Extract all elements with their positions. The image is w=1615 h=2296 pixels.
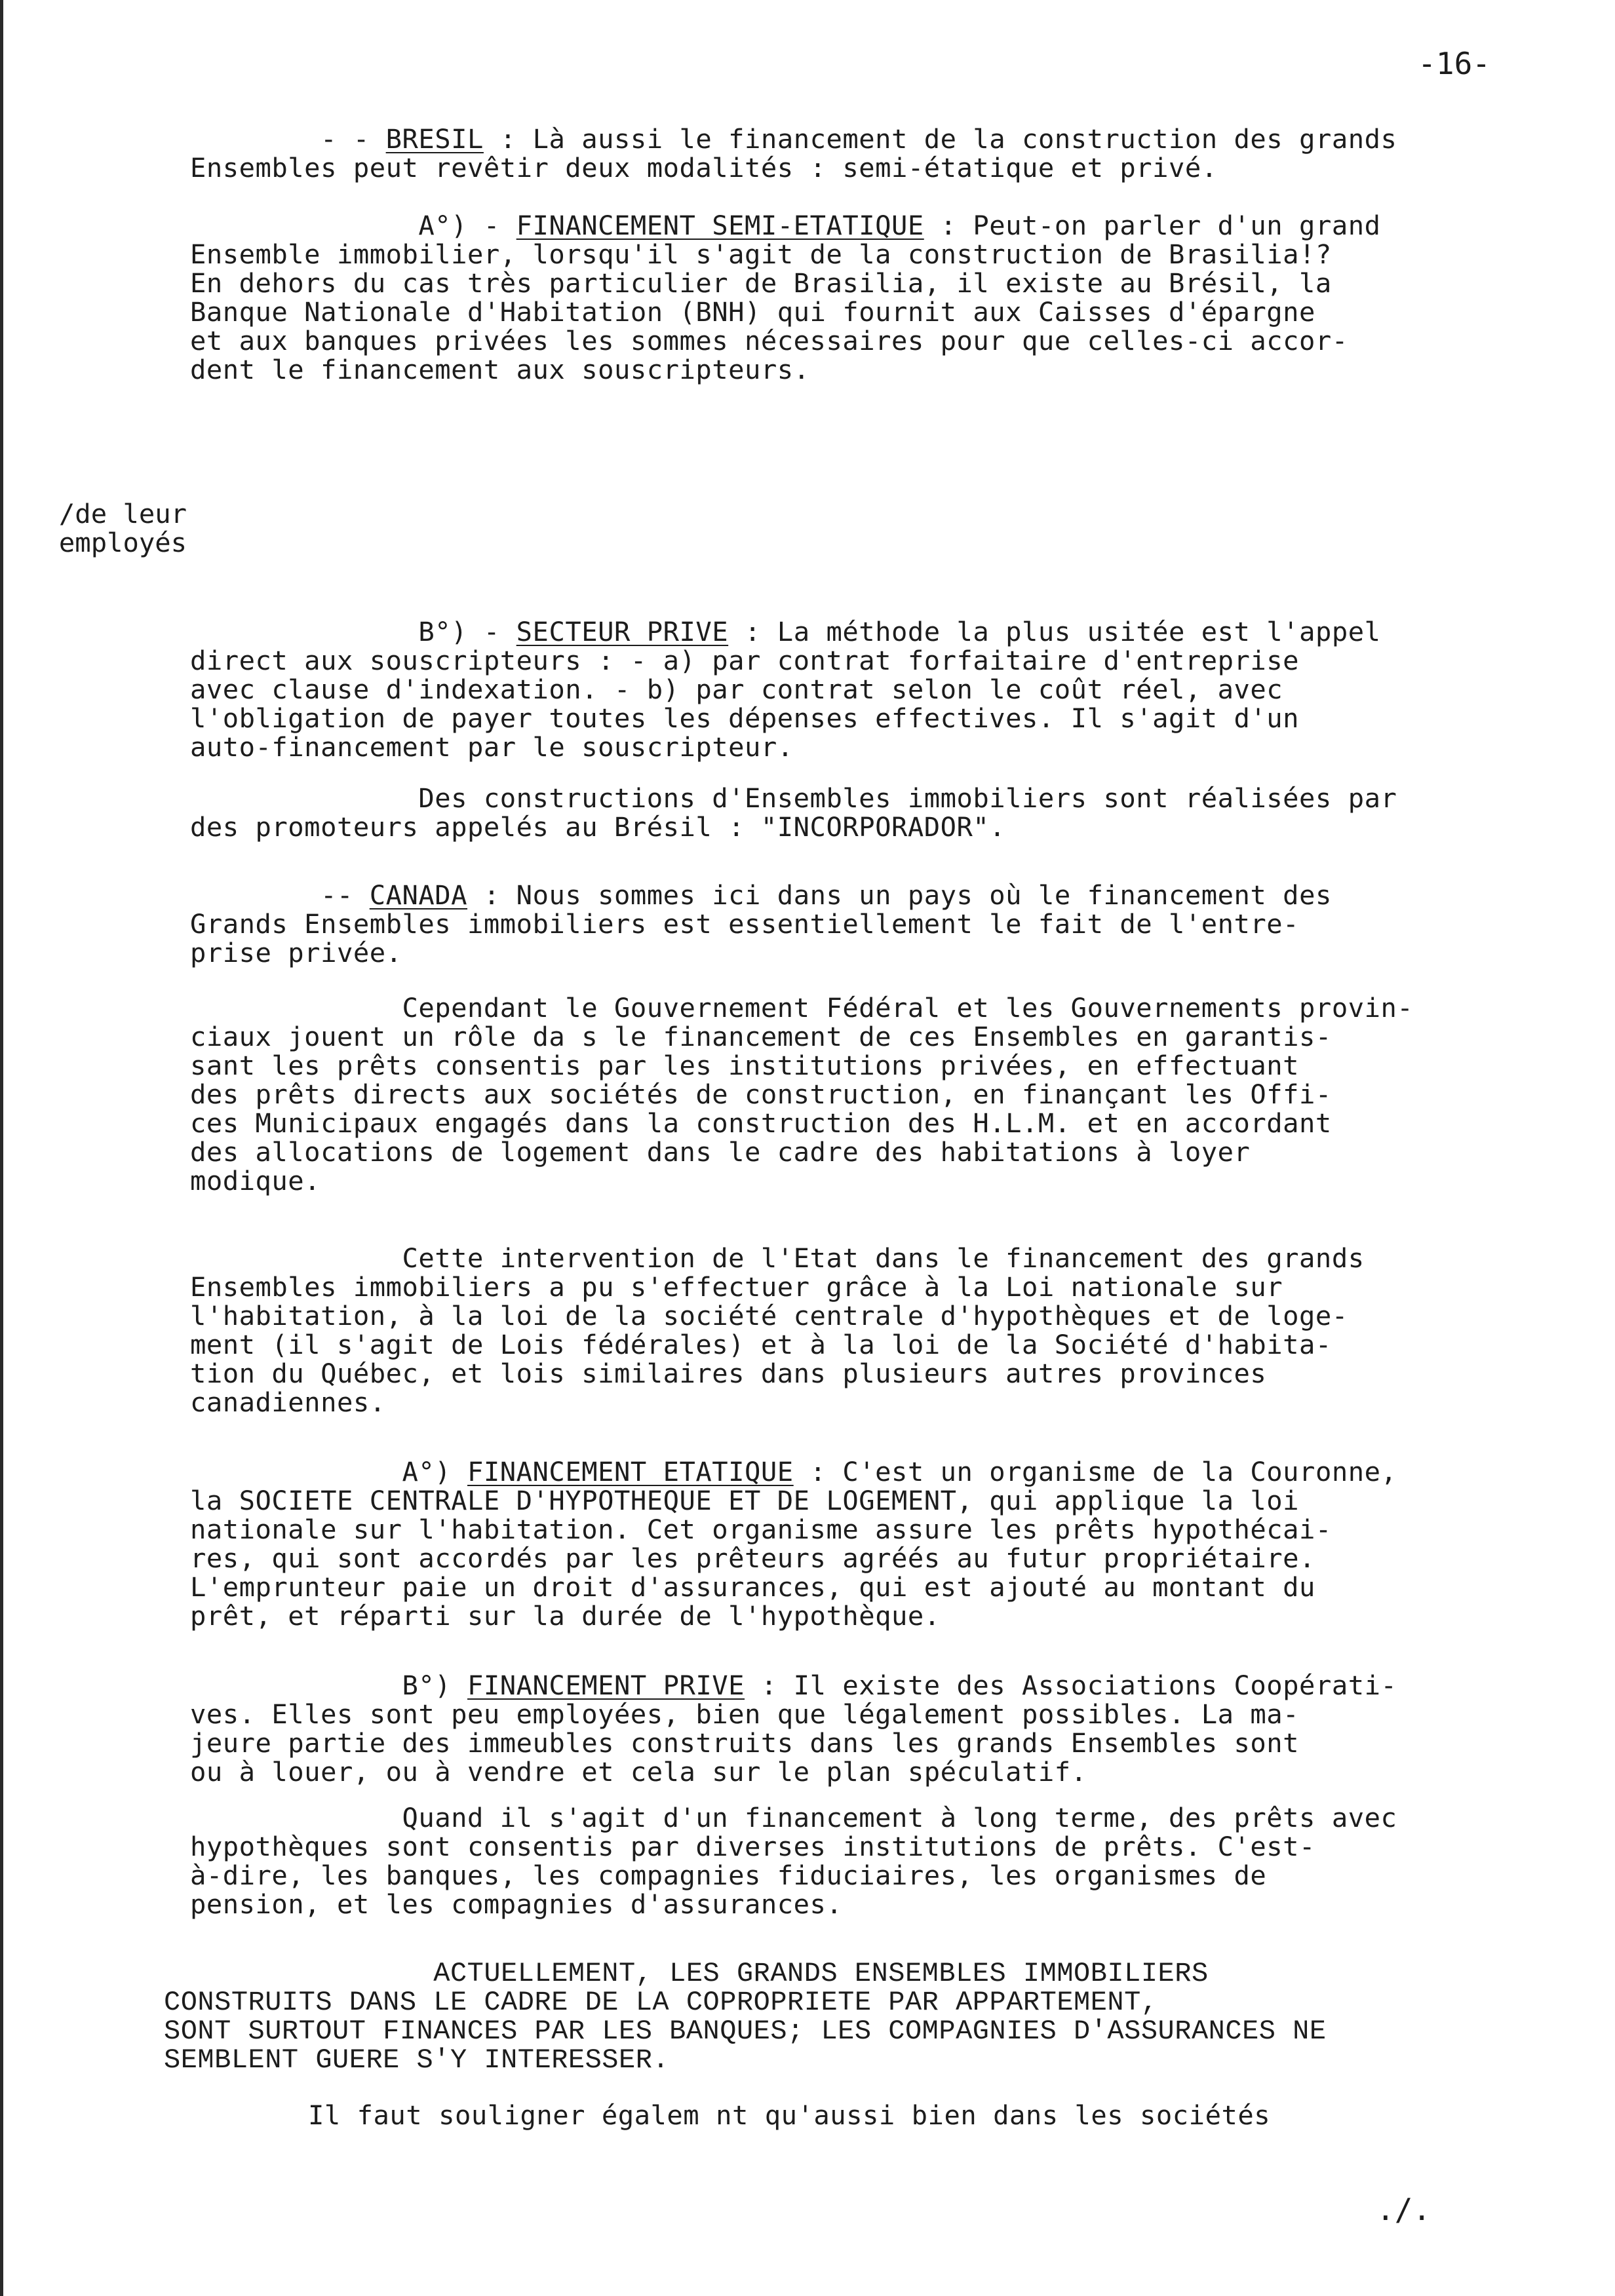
section-heading: FINANCEMENT PRIVE (467, 1670, 745, 1701)
bresil-mode-financement (190, 413, 1586, 442)
page-edge (0, 0, 3, 2296)
canada-intro: -- CANADA : Nous sommes ici dans un pays où le financement des Grands Ensembles immobiliers est essentiellement le fait de l'entre- prise privée. (190, 879, 1332, 968)
canada-financement-prive: B°) FINANCEMENT PRIVE : Il existe des Associations Coopérati- ves. Elles sont peu employées, bien que légalement possibles. La ma- jeure partie des immeubles construits dans les grands Ensembles sont ou à louer, ou à vendre et cela sur le plan spéculatif. (190, 1670, 1397, 1788)
section-heading: SECTEUR PRIVE (516, 616, 729, 647)
canada-financement-etatique: A°) FINANCEMENT ETATIQUE : C'est un organisme de la Couronne, la SOCIETE CENTRALE D'HYPOTHEQUE ET DE LOGEMENT, qui applique la loi nationale sur l'habitation. Cet organisme assure les prêts hypothécai- res, qui sont accordés par les prêteurs agréés au futur propriétaire. L'emprunteur paie un droit d'assurances, qui est ajouté au montant du prêt, et réparti sur la durée de l'hypothèque. (190, 1456, 1397, 1632)
bresil-semi-etatique: A°) - FINANCEMENT SEMI-ETATIQUE : Peut-on parler d'un grand Ensemble immobilier, lorsqu'il s'agit de la construction de Brasilia!? En dehors du cas très particulier de Brasilia, il existe au Brésil, la Banque Nationale d'Habitation (BNH) qui fournit aux Caisses d'épargne et aux banques privées les sommes nécessaires pour que celles-ci accor- dent le financement aux souscripteurs. (190, 210, 1381, 385)
conclusion-caps: ACTUELLEMENT, LES GRANDS ENSEMBLES IMMOBILIERS CONSTRUITS DANS LE CADRE DE LA COPROPRIETE PAR APPARTEMENT, SONT SURTOUT FINANCES PAR LES BANQUES; LES COMPAGNIES D'ASSURANCES NE SEMBLENT GUERE S'Y INTERESSER. (164, 1958, 1327, 2076)
final-line: Il faut souligner égalem nt qu'aussi bien dans les sociétés (308, 2099, 1271, 2131)
section-heading: CANADA (369, 879, 468, 911)
continuation-mark: ./. (1376, 2192, 1431, 2227)
section-heading: BRESIL (385, 123, 484, 155)
bresil-intro: - - BRESIL : Là aussi le financement de la construction des grands Ensembles peut revêtir deux modalités : semi-étatique et privé. (190, 123, 1397, 183)
canada-long-terme: Quand il s'agit d'un financement à long terme, des prêts avec hypothèques sont consentis par diverses institutions de prêts. C'est- à-dire, les banques, les compagnies fiduciaires, les organismes de pension, et les compagnies d'assurances. (190, 1802, 1397, 1920)
canada-gouvernement: Cependant le Gouvernement Fédéral et les Gouvernements provin- ciaux jouent un rôle da s le financement de ces Ensembles en garantis- sant les prêts consentis par les institutions privées, en effectuant des prêts directs aux sociétés de construction, en finançant les Offi- ces Municipaux engagés dans la construction des H.L.M. et en accordant des allocations de logement dans le cadre des habitations à loyer modique. (190, 992, 1414, 1196)
section-heading: FINANCEMENT ETATIQUE (467, 1456, 794, 1487)
page-number: -16- (1418, 46, 1490, 81)
canada-intervention: Cette intervention de l'Etat dans le financement des grands Ensembles immobiliers a pu s'effectuer grâce à la Loi nationale sur l'habitation, à la loi de la société centrale d'hypothèques et de loge- ment (il s'agit de Lois fédérales) et à la loi de la Société d'habita- tion du Québec, et lois similaires dans plusieurs autres provinces canadiennes. (190, 1242, 1365, 1418)
bresil-secteur-prive: B°) - SECTEUR PRIVE : La méthode la plus usitée est l'appel direct aux souscripteurs : - a) par contrat forfaitaire d'entreprise avec clause d'indexation. - b) par contrat selon le coût réel, avec l'obligation de payer toutes les dépenses effectives. Il s'agit d'un auto-financement par le souscripteur. (190, 616, 1381, 763)
section-heading: FINANCEMENT SEMI-ETATIQUE (516, 210, 924, 241)
bresil-promoteurs: Des constructions d'Ensembles immobiliers sont réalisées par des promoteurs appelés au Brésil : "INCORPORADOR". (190, 782, 1397, 843)
margin-note-de-leur: /de leur (58, 498, 187, 529)
margin-note-employes: employés (58, 527, 187, 558)
